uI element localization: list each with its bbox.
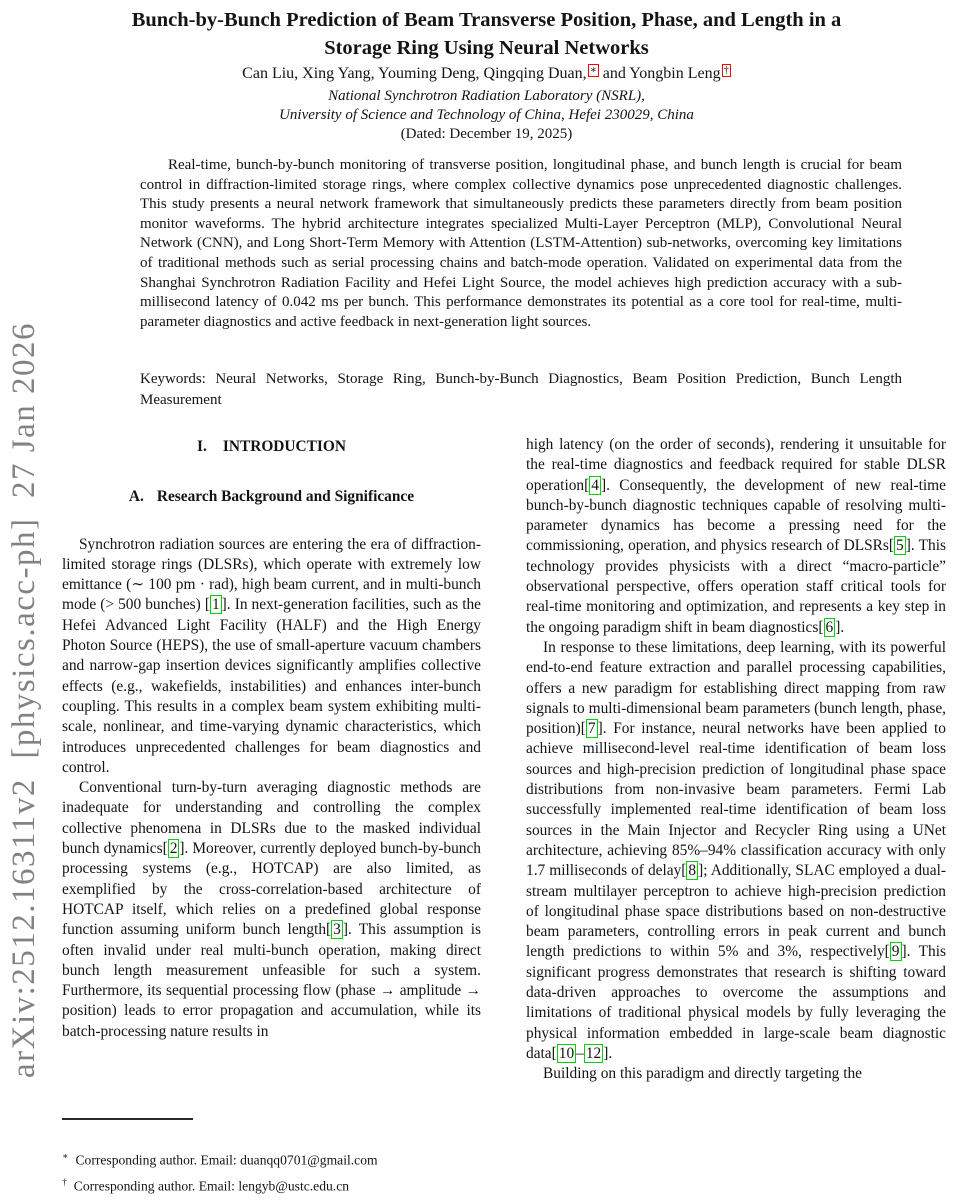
author-line: Can Liu, Xing Yang, Youming Deng, Qingqing Duan, ∗ and Yongbin Leng † bbox=[242, 65, 729, 82]
citation-link[interactable]: 2 bbox=[169, 840, 178, 858]
section-title: INTRODUCTION bbox=[222, 438, 346, 455]
author-footnote-link[interactable]: † bbox=[723, 65, 729, 76]
page-title-line1: Bunch-by-Bunch Prediction of Beam Transverse Position, Phase, and Length in a bbox=[131, 9, 842, 31]
arxiv-watermark: arXiv:2512.16311v2 [physics.acc-ph] 27 Jan 2026 bbox=[6, 322, 42, 1078]
dated-line: (Dated: December 19, 2025) bbox=[400, 126, 573, 142]
subsection-title: Research Background and Significance bbox=[156, 488, 415, 506]
citation-link[interactable]: 9 bbox=[891, 943, 900, 961]
citation-link[interactable]: 10 bbox=[558, 1044, 575, 1062]
paragraph: Synchrotron radiation sources are entering the era of diffraction-limited storage rings (DLSRs), which operate with extremely low emittance (∼ 100 pm · rad), high beam current, and in multi-bunch mode (> 500 bunches) [ 1 ]. In next-generation facilities, such as the Hefei Advanced Light Facility (HALF) and the High Energy Photon Source (HEPS), the use of small-aperture vacuum chambers and narrow-gap insertion devices significantly amplifies collective effects (e.g., wakefields, instabilities) and enhances inter-bunch coupling. This results in a complex beam system exhibiting multi-scale, nonlinear, and time-varying dynamic characteristics, which introduces unprecedented challenges for beam diagnostics and control. bbox=[62, 535, 481, 776]
footnote-list bbox=[62, 1146, 492, 1197]
keywords-line: Keywords: Neural Networks, Storage Ring, Bunch-by-Bunch Diagnostics, Beam Position Prediction, Bunch Length Measurement bbox=[140, 371, 902, 408]
citation-link[interactable]: 12 bbox=[585, 1044, 602, 1062]
page-title-line2: Storage Ring Using Neural Networks bbox=[324, 37, 649, 59]
affiliation-line2: University of Science and Technology of China, Hefei 230029, China bbox=[279, 106, 694, 123]
citation-link[interactable]: 1 bbox=[211, 596, 220, 614]
citation-link[interactable]: 7 bbox=[587, 720, 596, 738]
paragraph: Conventional turn-by-turn averaging diagnostic methods are inadequate for understanding and controlling the complex collective phenomena in DLSRs due to the masked individual bunch dynamics[ 2 ]. Moreover, currently deployed bunch-by-bunch processing systems (e.g., HOTCAP) are also limited, as exemplified by the cross-correlation-based architecture of HOTCAP itself, which relies on a predefined global response function assuming uniform bunch length[ 3 ]. This assumption is often invalid under real multi-bunch operation, making direct bunch length measurement unfeasible for such a system. Furthermore, its sequential processing flow (phase → amplitude → position) leads to error propagation and accumulation, while its batch-processing nature results in bbox=[62, 779, 481, 1040]
footnote bbox=[62, 1146, 492, 1172]
paragraph: Building on this paradigm and directly targeting the bbox=[543, 1065, 863, 1083]
paragraph: high latency (on the order of seconds), rendering it unsuitable for the real-time diagnostics and feedback required for stable DLSR operation[ 4 ]. Consequently, the development of new real-time bunch-by-bunch diagnostic techniques capable of resolving multi-parameter dynamics has become a pressing need for the commissioning, operation, and physics research of DLSRs[ 5 ]. This technology provides physicists with a direct “macro-particle” observational perspective, offers operation staff critical tools for real-time monitoring and optimization, and represents a key step in the ongoing paradigm shift in beam diagnostics[ 6 ]. bbox=[526, 436, 946, 636]
page-title bbox=[0, 6, 973, 62]
right-column-paragraphs bbox=[526, 435, 946, 1085]
abstract-text: Real-time, bunch-by-bunch monitoring of transverse position, longitudinal phase, and bunch length is crucial for beam control in diffraction-limited storage rings, where complex collective dynamics pose unprecedented diagnostic challenges. This study presents a neural network framework that simultaneously predicts these parameters directly from beam position monitor waveforms. The hybrid architecture integrates specialized Multi-Layer Perceptron (MLP), Convolutional Neural Network (CNN), and Long Short-Term Memory with Attention (LSTM-Attention) sub-networks, overcoming key limitations of traditional methods such as serial processing chains and batch-mode operation. Validated on experimental data from the Shanghai Synchrotron Radiation Facility and Hefei Light Source, the model achieves high prediction accuracy with a sub-millisecond latency of 0.042 ms per bunch. This performance demonstrates its potential as a core tool for real-time, multi-parameter diagnostics and active feedback in next-generation light sources. bbox=[140, 157, 902, 330]
paragraph: In response to these limitations, deep learning, with its powerful end-to-end feature extraction and parallel processing capabilities, offers a new paradigm for establishing direct mapping from raw signals to multi-dimensional beam parameters (bunch length, phase, position)[ 7 ]. For instance, neural networks have been applied to achieve millisecond-level real-time identification of beam loss sources and high-precision prediction of longitudinal phase space distributions from non-invasive beam parameters. Fermi Lab successfully implemented real-time identification of beam loss sources in the Main Injector and Recycler Ring using a UNet architecture, achieving 85%–94% classification accuracy with only 1.7 milliseconds of delay[ 8 ]; Additionally, SLAC employed a dual-stream multilayer perceptron to achieve high-precision prediction of longitudinal phase space distributions based on non-destructive beam parameters, controlling errors in peak current and bunch length predictions to within 5% and 3%, respectively[ 9 ]. This significant progress demonstrates that research is shifting toward data-driven approaches to overcome the assumptions and limitations of traditional physical models by fully leveraging the physical information embedded in large-scale beam diagnostic data[ 10 – 12 ]. bbox=[526, 638, 946, 1062]
affiliation bbox=[0, 87, 973, 124]
left-column bbox=[62, 435, 481, 1111]
affiliation-line1: National Synchrotron Radiation Laboratory (NSRL), bbox=[328, 88, 645, 104]
abstract bbox=[140, 156, 902, 332]
author-footnote-link[interactable]: ∗ bbox=[589, 65, 597, 76]
right-column bbox=[526, 435, 946, 1200]
footnote-block bbox=[62, 1118, 492, 1197]
left-column-paragraphs bbox=[62, 535, 481, 1042]
section-heading-introduction bbox=[62, 437, 481, 457]
citation-link[interactable]: 4 bbox=[591, 476, 599, 494]
subsection-number: A. bbox=[128, 488, 144, 506]
citation-link[interactable]: 5 bbox=[896, 537, 904, 555]
footnote-text: Corresponding author. Email: duanqq0701@gmail.com bbox=[75, 1152, 378, 1168]
footnote-marker: † bbox=[62, 1177, 67, 1188]
section-number: I. bbox=[197, 438, 207, 455]
citation-link[interactable]: 3 bbox=[333, 921, 341, 939]
footnote-divider bbox=[62, 1118, 193, 1120]
citation-link[interactable]: 8 bbox=[688, 862, 697, 880]
subsection-heading-background bbox=[62, 487, 481, 507]
footnote-text: Corresponding author. Email: lengyb@ustc.edu.cn bbox=[73, 1178, 350, 1194]
footnote-marker: ∗ bbox=[62, 1152, 69, 1162]
footnote bbox=[62, 1172, 492, 1198]
citation-link[interactable]: 6 bbox=[825, 618, 834, 636]
